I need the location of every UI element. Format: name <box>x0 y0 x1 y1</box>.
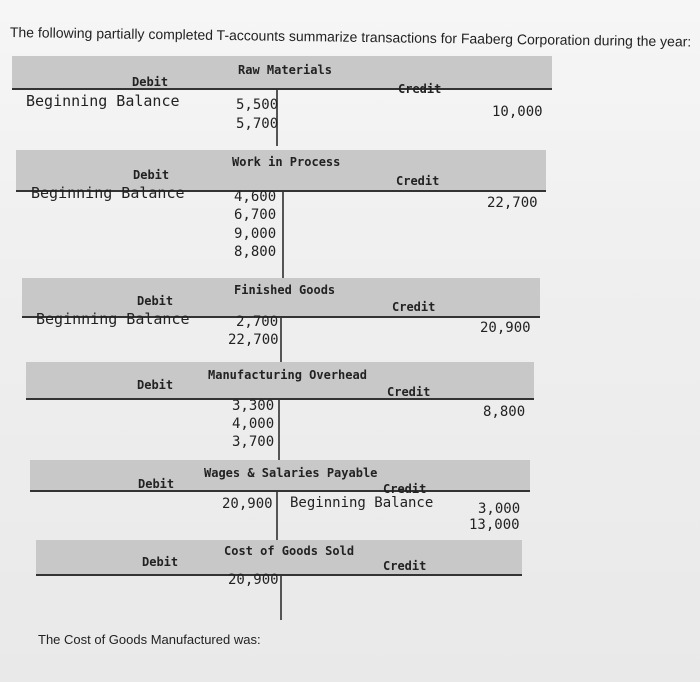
credit-label: Credit <box>396 174 440 188</box>
t-account-divider <box>280 576 282 620</box>
debit-label: Debit <box>133 168 170 182</box>
debit-entry: 8,800 <box>234 244 277 260</box>
credit-entry: 10,000 <box>492 104 543 120</box>
beginning-balance-label: Beginning Balance <box>31 184 185 202</box>
debit-entry: 3,700 <box>232 434 275 450</box>
account-title: Work in Process <box>232 155 341 169</box>
credit-entry: 3,000 <box>478 501 521 517</box>
credit-entry: 20,900 <box>480 320 531 336</box>
t-account-divider <box>278 400 280 460</box>
credit-label: Credit <box>398 82 442 96</box>
t-account-divider <box>282 192 284 284</box>
t-account-divider <box>276 492 278 540</box>
beginning-balance-label: Beginning Balance <box>26 92 180 110</box>
debit-label: Debit <box>132 75 169 89</box>
debit-label: Debit <box>137 294 174 308</box>
credit-label: Credit <box>392 300 436 314</box>
debit-label: Debit <box>137 378 174 392</box>
debit-entry: 3,300 <box>232 398 275 414</box>
debit-entry: 6,700 <box>234 207 277 223</box>
account-title: Cost of Goods Sold <box>224 544 355 558</box>
debit-entry: 20,900 <box>222 496 273 512</box>
t-account-divider <box>280 318 282 366</box>
credit-label: Credit <box>383 559 427 573</box>
debit-entry: 20,900 <box>228 572 279 588</box>
credit-entry: 13,000 <box>469 517 520 533</box>
intro-text: The following partially completed T-accounts summarize transactions for Faaberg Corporation during the year: <box>9 24 692 50</box>
beginning-balance-label: Beginning Balance <box>290 495 434 511</box>
debit-entry: 5,500 <box>236 97 279 113</box>
debit-entry: 9,000 <box>234 226 277 242</box>
credit-entry: 8,800 <box>483 404 526 420</box>
debit-entry: 2,700 <box>236 314 279 330</box>
debit-label: Debit <box>138 477 175 491</box>
account-title: Finished Goods <box>234 283 336 297</box>
credit-label: Credit <box>383 482 427 496</box>
debit-entry: 4,000 <box>232 416 275 432</box>
debit-label: Debit <box>142 555 179 569</box>
credit-label: Credit <box>387 385 431 399</box>
footer-question: The Cost of Goods Manufactured was: <box>38 632 261 647</box>
credit-entry: 22,700 <box>487 195 538 211</box>
debit-entry: 5,700 <box>236 116 279 132</box>
debit-entry: 22,700 <box>228 332 279 348</box>
debit-entry: 4,600 <box>234 189 277 205</box>
account-title: Manufacturing Overhead <box>208 368 367 382</box>
beginning-balance-label: Beginning Balance <box>36 310 190 328</box>
account-title: Wages & Salaries Payable <box>204 466 378 480</box>
account-title: Raw Materials <box>238 63 332 77</box>
